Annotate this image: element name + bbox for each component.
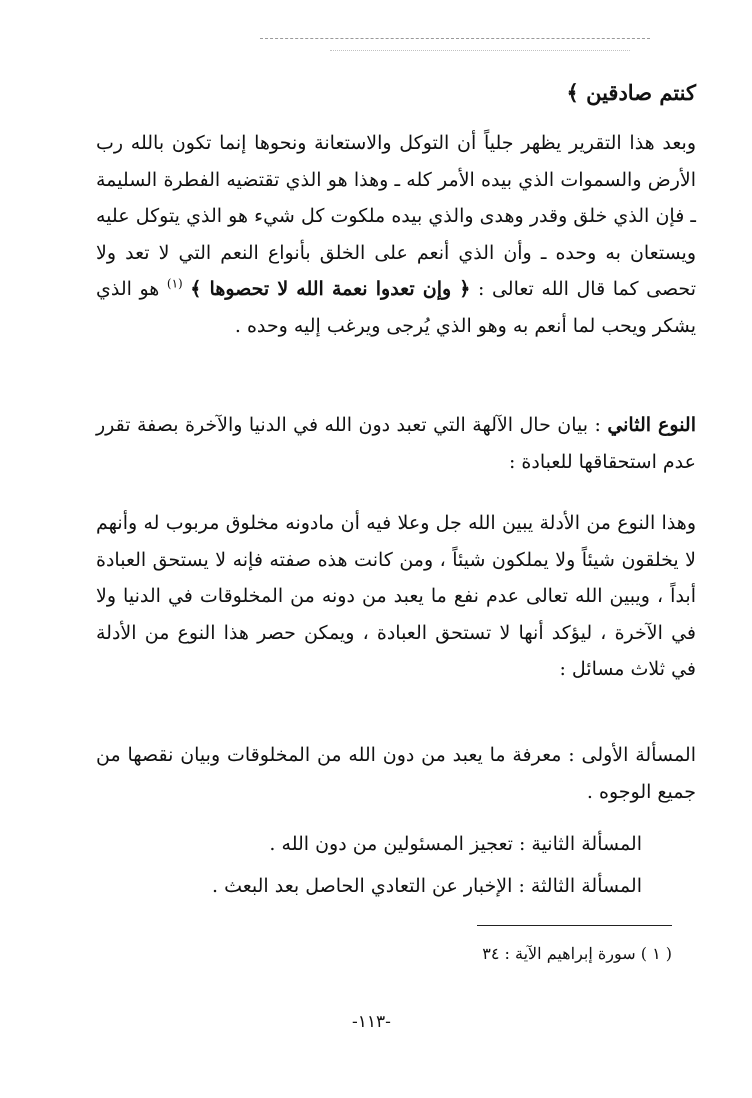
continuation-heading: كنتم صادقين ﴾ bbox=[566, 80, 696, 105]
paragraph-type-two: وهذا النوع من الأدلة يبين الله جل وعلا فيه أن مادونه مخلوق مربوب له وأنهم لا يخلقون شيئاً ولا يملكون شيئاً ، ومن كانت هذه صفته فإنه لا يستحق العبادة أبداً ، ويبين الله تعالى عدم نفع ما يعبد من دونه من المخلوقات في الدنيا ولا في الآخرة ، ليؤكد أنها لا تستحق العبادة ، ويمكن حصر هذا النوع من الأدلة في ثلاث مسائل : bbox=[96, 512, 696, 680]
page-number: -١١٣- bbox=[352, 1012, 391, 1032]
footnote-marker: (١) bbox=[166, 276, 183, 291]
issue-one: المسألة الأولى : معرفة ما يعبد من دون الله من المخلوقات وبيان نقصها من جميع الوجوه . bbox=[96, 744, 696, 803]
paragraph-text-before-verse: وبعد هذا التقرير يظهر جلياً أن التوكل والاستعانة ونحوها إنما تكون بالله رب الأرض والسموات الذي بيده الأمر كله ـ وهذا هو الذي تقتضيه الفطرة السليمة ـ فإن الذي خلق وقدر وهدى والذي بيده ملكوت كل شيء هو الذي يتوكل عليه ويستعان به وحده ـ وأن الذي أنعم على الخلق بأنواع النعم التي لا تعد ولا تحصى كما قال الله تعالى : bbox=[96, 132, 696, 300]
issue-three: المسألة الثالثة : الإخبار عن التعادي الحاصل بعد البعث . bbox=[211, 875, 642, 897]
section-heading-type-two bbox=[96, 407, 696, 480]
issue-two: المسألة الثانية : تعجيز المسئولين من دون الله . bbox=[269, 833, 642, 855]
footnote-divider bbox=[477, 925, 672, 926]
scan-artifact-line-faint bbox=[330, 50, 630, 51]
scan-artifact-line bbox=[260, 38, 650, 39]
quran-verse: ﴿ وإن تعدوا نعمة الله لا تحصوها ﴾ bbox=[190, 278, 471, 300]
paragraph-text-after-verse: هو الذي يشكر ويحب لما أنعم به وهو الذي يُرجى ويرغب إليه وحده . bbox=[96, 278, 696, 337]
section-title: النوع الثاني bbox=[607, 414, 696, 436]
footnote: ( ١ ) سورة إبراهيم الآية : ٣٤ bbox=[482, 944, 672, 963]
section-description: : بيان حال الآلهة التي تعبد دون الله في الدنيا والآخرة بصفة تقرر عدم استحقاقها للعبادة : bbox=[96, 414, 696, 473]
paragraph-tawakkul bbox=[96, 125, 696, 344]
